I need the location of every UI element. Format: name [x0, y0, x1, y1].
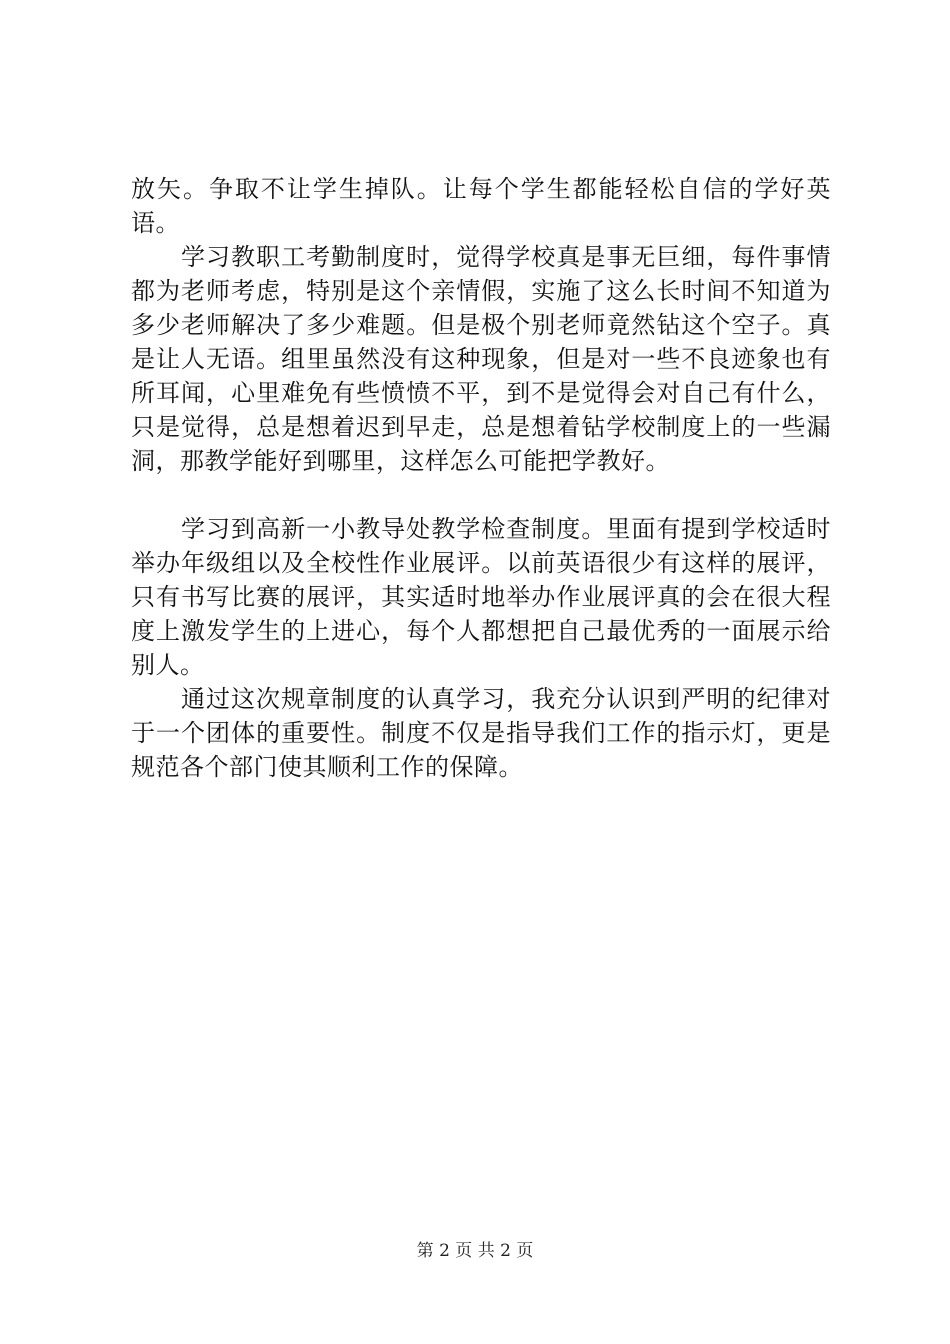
page-footer: 第 2 页 共 2 页 — [416, 1241, 534, 1261]
document-body — [131, 172, 831, 784]
paragraph-continued: 放矢。争取不让学生掉队。让每个学生都能轻松自信的学好英语。 — [131, 175, 831, 237]
paragraph-attendance: 学习教职工考勤制度时，觉得学校真是事无巨细，每件事情都为老师考虑，特别是这个亲情假，实施了这么长时间不知道为多少老师解决了多少难题。但是极个别老师竟然钻这个空子。真是让人无语。组里虽然没有这种现象，但是对一些不良迹象也有所耳闻，心里难免有些愤愤不平，到不是觉得会对自己有什么，只是觉得，总是想着迟到早走，总是想着钻学校制度上的一些漏洞，那教学能好到哪里，这样怎么可能把学教好。 — [131, 243, 831, 475]
paragraph-conclusion: 通过这次规章制度的认真学习，我充分认识到严明的纪律对于一个团体的重要性。制度不仅是指导我们工作的指示灯，更是规范各个部门使其顺利工作的保障。 — [131, 685, 831, 781]
paragraph-inspection: 学习到高新一小教导处教学检查制度。里面有提到学校适时举办年级组以及全校性作业展评。以前英语很少有这样的展评，只有书写比赛的展评，其实适时地举办作业展评真的会在很大程度上激发学生的上进心，每个人都想把自己最优秀的一面展示给别人。 — [131, 515, 831, 679]
